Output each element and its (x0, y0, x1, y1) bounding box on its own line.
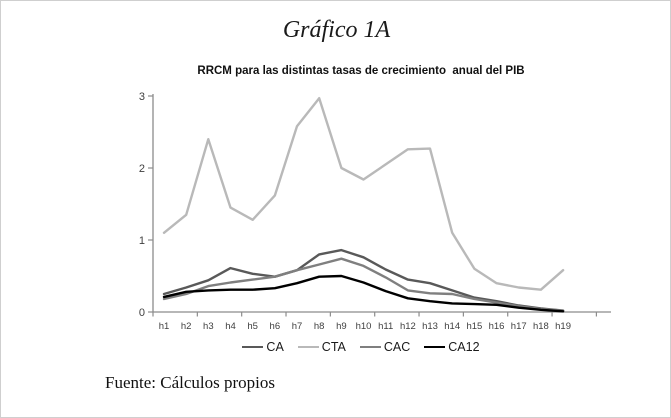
y-tick-label: 0 (138, 307, 145, 319)
legend-swatch-cac (360, 346, 381, 348)
x-tick-label: h16 (488, 321, 505, 332)
source-note: Fuente: Cálculos propios (105, 373, 275, 392)
legend-label-ca: CA (266, 340, 284, 354)
x-tick-label: h4 (225, 321, 236, 332)
x-tick-label: h15 (466, 321, 483, 332)
x-tick-label: h3 (203, 321, 214, 332)
legend-swatch-ca12 (424, 346, 445, 348)
x-tick-label: h10 (355, 321, 372, 332)
x-tick-label: h17 (510, 321, 527, 332)
series-line-ca (164, 250, 563, 311)
y-tick-label: 1 (138, 235, 145, 247)
y-tick-label: 3 (138, 91, 145, 103)
chart-legend (51, 340, 671, 354)
legend-item-cta (298, 340, 346, 354)
legend-label-cac: CAC (383, 340, 411, 354)
x-tick-label: h7 (291, 321, 303, 332)
legend-item-cac (360, 340, 410, 354)
legend-swatch-ca (242, 346, 263, 348)
axis-lines (153, 94, 611, 312)
legend-swatch-cta (298, 346, 319, 348)
chart-subtitle: RRCM para las distintas tasas de crecimiento anual del PIB (197, 65, 525, 77)
x-tick-label: h14 (444, 321, 461, 332)
chart-title: Gráfico 1A (282, 17, 391, 43)
x-tick-label: h13 (422, 321, 438, 332)
series-line-cta (164, 98, 563, 290)
x-tick-label: h6 (269, 321, 281, 332)
x-tick-label: h5 (247, 321, 258, 332)
y-tick-label: 2 (138, 163, 145, 175)
series-line-ca12 (164, 276, 563, 311)
legend-label-cta: CTA (321, 340, 346, 354)
x-tick-label: h9 (336, 321, 347, 332)
x-tick-label: h12 (399, 321, 416, 332)
x-tick-label: h11 (378, 321, 394, 332)
x-tick-label: h2 (180, 321, 192, 332)
x-tick-label: h1 (158, 321, 170, 332)
legend-label-ca12: CA12 (448, 340, 480, 354)
legend-item-ca (242, 340, 283, 354)
x-tick-label: h19 (555, 321, 571, 332)
legend-item-ca12 (424, 340, 479, 354)
x-tick-label: h18 (532, 321, 549, 332)
x-tick-label: h8 (313, 321, 325, 332)
chart-plot (1, 86, 671, 336)
